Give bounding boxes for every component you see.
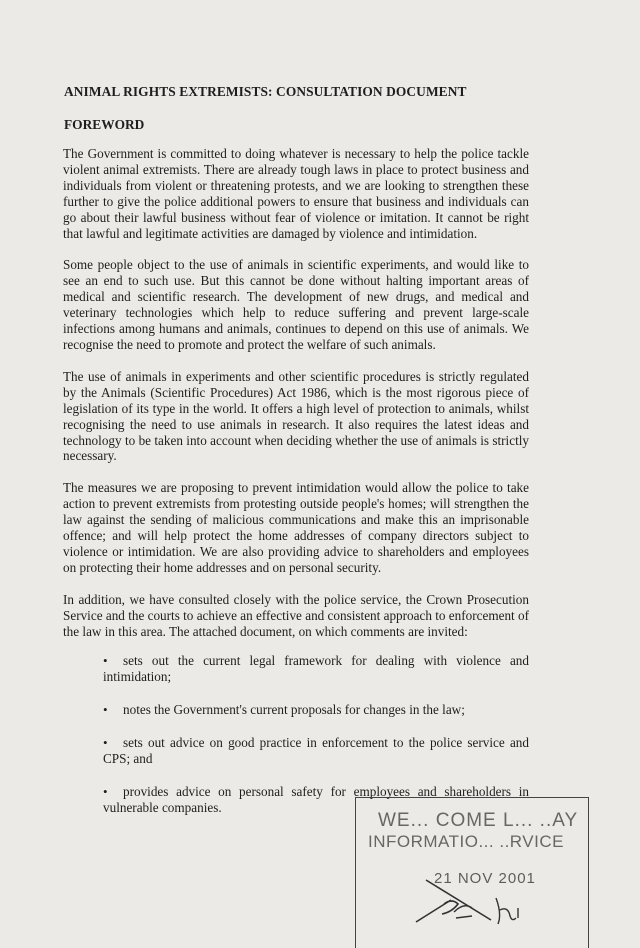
bullet-icon: • <box>103 784 108 799</box>
paragraph-2: Some people object to the use of animals in scientific experiments, and would like to see an end to such use. But this cannot be done without halting important areas of medical and scientific research. The development of new drugs, and medical and veterinary technologies which help to reduce suffering and prevent large-scale infections among humans and animals, continues to depend on this use of animals. We recognise the need to promote and protect the welfare of such animals. <box>63 257 529 352</box>
bullet-list <box>63 653 529 815</box>
library-stamp <box>355 797 589 948</box>
paragraph-5: In addition, we have consulted closely with the police service, the Crown Prosecution Service and the courts to achieve an effective and consistent approach to enforcement of the law in this area. The attached document, on which comments are invited: <box>63 591 529 639</box>
document-title: ANIMAL RIGHTS EXTREMISTS: CONSULTATION DOCUMENT <box>64 84 467 99</box>
list-item: • notes the Government's current proposals for changes in the law; <box>103 702 465 718</box>
list-item: • provides advice on personal safety for employees and shareholders in vulnerable companies. <box>103 784 529 815</box>
handwritten-signature <box>396 860 546 940</box>
document-page <box>63 84 529 833</box>
stamp-line-1: WE... COME L... ..AY <box>378 810 579 831</box>
section-heading: FOREWORD <box>64 117 145 132</box>
bullet-icon: • <box>103 653 108 669</box>
bullet-icon: • <box>103 702 108 718</box>
paragraph-3: The use of animals in experiments and other scientific procedures is strictly regulated by the Animals (Scientific Procedures) Act 1986, which is the most rigorous piece of legislation of its type in the world. It offers a high level of protection to animals, whilst recognising the need to use animals in research. It also requires the latest ideas and technology to be taken into account when deciding whether the use of animals is strictly necessary. <box>63 368 529 464</box>
paragraph-4: The measures we are proposing to prevent intimidation would allow the police to take action to prevent extremists from protesting outside people's homes; will strengthen the law against the sending of malicious communications and make this an imprisonable offence; and will help protect the home addresses of company directors subject to violence or intimidation. We are also providing advice to shareholders and employees on protecting their home addresses and on personal security. <box>63 480 529 575</box>
list-item: • sets out advice on good practice in enforcement to the police service and CPS; and <box>103 735 529 767</box>
list-item: • sets out the current legal framework for dealing with violence and intimidation; <box>103 653 529 685</box>
stamp-line-2: INFORMATIO... ..RVICE <box>368 832 564 851</box>
bullet-icon: • <box>103 735 108 751</box>
paragraph-1: The Government is committed to doing whatever is necessary to help the police tackle violent animal extremists. There are already tough laws in place to protect business and individuals from violent or threatening protests, and we are looking to strengthen these further to give the police additional powers to ensure that business and individuals can go about their lawful business without fear of violence or imitation. It cannot be right that lawful and legitimate activities are damaged by violence and intimidation. <box>63 146 529 241</box>
stamp-date: 21 NOV 2001 <box>434 870 536 887</box>
